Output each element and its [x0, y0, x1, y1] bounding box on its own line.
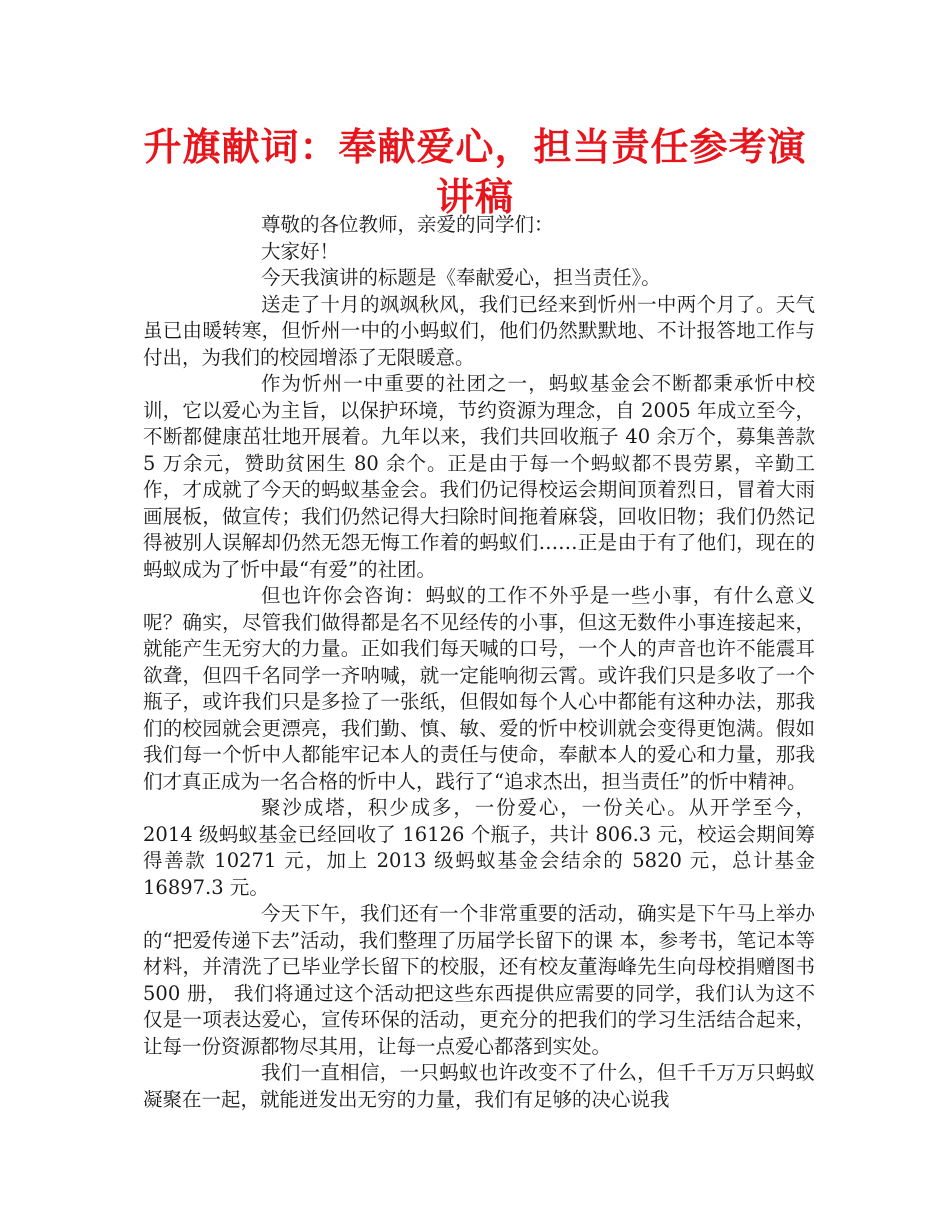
speech-topic: 今天我演讲的标题是《奉献爱心，担当责任》。 [261, 266, 661, 289]
document-body [143, 212, 815, 1113]
body-paragraph: 我们一直相信，一只蚂蚁也许改变不了什么，但千千万万只蚂蚁凝聚在一起，就能迸发出无穷的力量，我们有足够的决心说我 [143, 1061, 815, 1111]
document-title: 升旗献词：奉献爱心，担当责任参考演讲稿 [143, 125, 807, 219]
body-paragraph: 作为忻州一中重要的社团之一，蚂蚁基金会不断都秉承忻中校训，它以爱心为主旨，以保护环境，节约资源为理念，自 2005 年成立至今，不断都健康茁壮地开展着。九年以来，我们共回收瓶子 40 余万个，募集善款 5 万余元，赞助贫困生 80 余个。正是由于每一个蚂蚁都不畏劳累，辛勤工作，才成就了今天的蚂蚁基金会。我们仍记得校运会期间顶着烈日，冒着大雨画展板，做宣传；我们仍然记得大扫除时间拖着麻袋，回收旧物；我们仍然记得被别人误解却仍然无怨无悔工作着的蚂蚁们……正是由于有了他们，现在的蚂蚁成为了忻中最“有爱”的社团。 [143, 372, 815, 581]
body-paragraph: 今天下午，我们还有一个非常重要的活动，确实是下午马上举办的“把爱传递下去”活动，我们整理了历届学长留下的课 本，参考书，笔记本等材料，并清洗了已毕业学长留下的校服，还有校友董海峰先生向母校捐赠图书 500 册， 我们将通过这个活动把这些东西提供应需要的同学，我们认为这不仅是一项表达爱心，宣传环保的活动，更充分的把我们的学习生活结合起来，让每一份资源都物尽其用，让每一点爱心都落到实处。 [143, 902, 815, 1058]
body-paragraph: 送走了十月的飒飒秋风，我们已经来到忻州一中两个月了。天气虽已由暖转寒，但忻州一中的小蚂蚁们，他们仍然默默地、不计报答地工作与付出，为我们的校园增添了无限暖意。 [143, 292, 815, 369]
body-paragraph: 聚沙成塔，积少成多，一份爱心，一份关心。从开学至今，2014 级蚂蚁基金已经回收了 16126 个瓶子，共计 806.3 元，校运会期间筹得善款 10271 元，加上 2013 级蚂蚁基金会结余的 5820 元，总计基金 16897.3 元。 [143, 796, 815, 899]
salutation: 尊敬的各位教师，亲爱的同学们： [261, 213, 554, 236]
body-paragraph: 但也许你会咨询：蚂蚁的工作不外乎是一些小事，有什么意义呢？确实，尽管我们做得都是名不见经传的小事，但这无数件小事连接起来，就能产生无穷大的力量。正如我们每天喊的口号，一个人的声音也许不能震耳欲聋，但四千名同学一齐呐喊，就一定能响彻云霄。或许我们只是多收了一个瓶子，或许我们只是多捡了一张纸，但假如每个人心中都能有这种办法，那我们的校园就会更漂亮，我们勤、慎、敏、爱的忻中校训就会变得更饱满。假如我们每一个忻中人都能牢记本人的责任与使命，奉献本人的爱心和力量，那我们才真正成为一名合格的忻中人，践行了“追求杰出，担当责任”的忻中精神。 [143, 584, 815, 793]
greeting: 大家好！ [261, 239, 340, 263]
